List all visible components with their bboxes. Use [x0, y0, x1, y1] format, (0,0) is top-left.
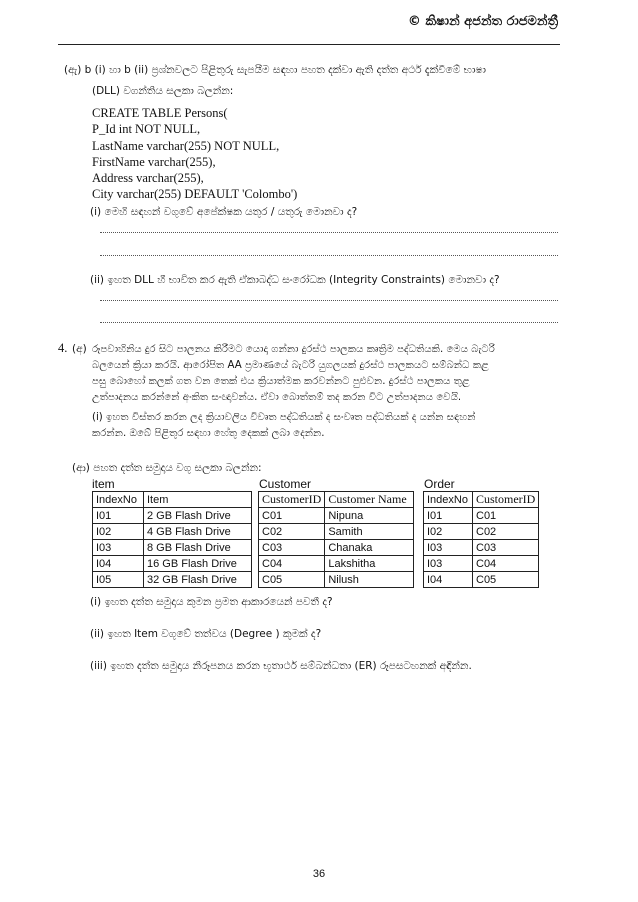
table-row: [259, 540, 414, 556]
table-cell: Lakshitha: [325, 556, 414, 572]
table-cell: 8 GB Flash Drive: [144, 540, 252, 556]
table-cell: C01: [259, 508, 325, 524]
table-cell: 2 GB Flash Drive: [144, 508, 252, 524]
code-line: LastName varchar(255) NOT NULL,: [92, 138, 280, 153]
table-cell: C04: [473, 556, 539, 572]
q3b-sub-i: (i) මෙහි සඳහන් වගුවේ අපේක්ෂක යතුර / යතුරු මොනවා ද?: [90, 206, 358, 218]
answer-line: [100, 232, 558, 233]
column-header: Item: [144, 492, 252, 508]
table-row: [93, 508, 252, 524]
q3b-sub-ii: (ii) ඉහත DLL හී භාවිත කර ඇති ඒකාබද්ධ සංරෝධක (Integrity Constraints) මොනවා ද?: [90, 274, 500, 286]
table-header-row: [259, 492, 414, 508]
table-cell: C04: [259, 556, 325, 572]
sql-code-block: [92, 105, 297, 203]
paragraph-line: උත්පාදනය කරන්නේ අංකිත සංඥාවන්ය. ඒවා බොත්තම් තද කරන විට උත්පාදනය වෙයි.: [92, 392, 462, 403]
table-cell: Nipuna: [325, 508, 414, 524]
order-table-title: Order: [424, 477, 455, 491]
table-row: [259, 556, 414, 572]
table-cell: C01: [473, 508, 539, 524]
answer-line: [100, 322, 558, 323]
column-header: IndexNo: [93, 492, 144, 508]
item-table: [92, 491, 252, 588]
table-cell: 16 GB Flash Drive: [144, 556, 252, 572]
table-row: [424, 524, 539, 540]
table-cell: I03: [424, 540, 473, 556]
q3b-intro-line1: (ඇ) b (i) හා b (ii) ප්‍රශ්නවලට පිළිතුරු සැපයීම සඳහා පහත දක්වා ඇති දත්ත අර්ථ දැක්වීමේ භාෂා: [64, 64, 486, 76]
answer-line: [100, 255, 558, 256]
table-cell: I02: [93, 524, 144, 540]
table-cell: I02: [424, 524, 473, 540]
table-cell: C05: [259, 572, 325, 588]
table-cell: 32 GB Flash Drive: [144, 572, 252, 588]
code-line: City varchar(255) DEFAULT 'Colombo'): [92, 187, 298, 202]
author-header: © කිෂාන් අජන්ත රාජමන්ත්‍රී: [407, 14, 558, 29]
customer-table: [258, 491, 414, 588]
code-line: FirstName varchar(255),: [92, 154, 216, 169]
table-row: [259, 508, 414, 524]
table-cell: 4 GB Flash Drive: [144, 524, 252, 540]
table-cell: Chanaka: [325, 540, 414, 556]
table-cell: C03: [259, 540, 325, 556]
table-cell: C02: [473, 524, 539, 540]
table-cell: I01: [93, 508, 144, 524]
table-cell: Nilush: [325, 572, 414, 588]
table-row: [259, 572, 414, 588]
order-table: [423, 491, 539, 588]
table-cell: C05: [473, 572, 539, 588]
table-cell: I05: [93, 572, 144, 588]
paragraph-line: බලයෙන් ක්‍රියා කරයි. ආරෝපිත AA ප්‍රමාණයේ බැටරි යුගලයක් දුරස්ථ පාලකයට සම්බන්ධ කළ: [92, 360, 489, 371]
table-cell: I04: [93, 556, 144, 572]
paragraph-line: පසු බොහෝ කලක් ගත වන තෙක් එය ක්‍රියාත්මක කරවන්නට පුළුවන. දුරස්ථ පාලකය තුළ: [92, 376, 470, 387]
table-row: [93, 572, 252, 588]
column-header: IndexNo: [424, 492, 473, 508]
paragraph-line: (i) ඉහත විස්තර කරන ලද ක්‍රියාවලිය විවෘත පද්ධතියක් ද සංවෘත පද්ධතියක් ද යන්න සඳහන්: [92, 412, 476, 423]
part-a-label: (අ): [72, 343, 87, 355]
column-header: CustomerID: [473, 492, 539, 508]
code-line: P_Id int NOT NULL,: [92, 122, 201, 137]
column-header: Customer Name: [325, 492, 414, 508]
part-a-question-i: [92, 410, 556, 442]
table-row: [259, 524, 414, 540]
column-header: CustomerID: [259, 492, 325, 508]
header-rule: [58, 44, 560, 45]
answer-line: [100, 300, 558, 301]
table-row: [93, 540, 252, 556]
table-row: [424, 556, 539, 572]
table-header-row: [93, 492, 252, 508]
item-table-title: item: [92, 477, 115, 491]
page-number: 36: [312, 868, 326, 880]
table-row: [424, 540, 539, 556]
table-cell: C03: [473, 540, 539, 556]
table-cell: I01: [424, 508, 473, 524]
table-header-row: [424, 492, 539, 508]
table-cell: C02: [259, 524, 325, 540]
q3b-intro-line2: (DLL) වගන්තිය සලකා බලන්න:: [92, 85, 234, 97]
customer-table-title: Customer: [259, 477, 312, 491]
table-row: [424, 508, 539, 524]
part-b-question-ii: (ii) ඉහත Item වගුවේ තත්වය (Degree ) කුමක් ද?: [90, 628, 322, 640]
part-b-question-iii: (iii) ඉහත දත්ත සමුදාය නිරූපනය කරන භූතාර්ථ සම්බන්ධතා (ER) රූපසටහනක් අඳින්න.: [90, 660, 472, 672]
paragraph-line: රූපවාහිනිය දුර සිට පාලනය කිරීමට යොදා ගන්නා දුරස්ථ පාලකය කෘත්‍රිම පද්ධතියකි. මෙය බැටරි: [92, 344, 495, 355]
part-b-intro: (ආ) පහත දත්ත සමුදාය වගු සලකා බලන්න:: [72, 462, 262, 474]
table-cell: I03: [93, 540, 144, 556]
code-line: CREATE TABLE Persons(: [92, 106, 228, 120]
table-row: [93, 524, 252, 540]
table-row: [93, 556, 252, 572]
table-row: [424, 572, 539, 588]
part-b-question-i: (i) ඉහත දත්ත සමුදාය කුමන ප්‍රමත ආකාරයෙන් පවතී ද?: [90, 596, 333, 608]
question-number: 4.: [58, 341, 68, 355]
paragraph-line: කරන්න. ඔබේ පිළිතුර සඳහා හේතු දෙකක් ලබා දෙන්න.: [92, 428, 325, 439]
table-cell: Samith: [325, 524, 414, 540]
code-line: Address varchar(255),: [92, 171, 204, 186]
table-cell: I03: [424, 556, 473, 572]
table-cell: I04: [424, 572, 473, 588]
part-a-paragraph: [92, 342, 556, 406]
